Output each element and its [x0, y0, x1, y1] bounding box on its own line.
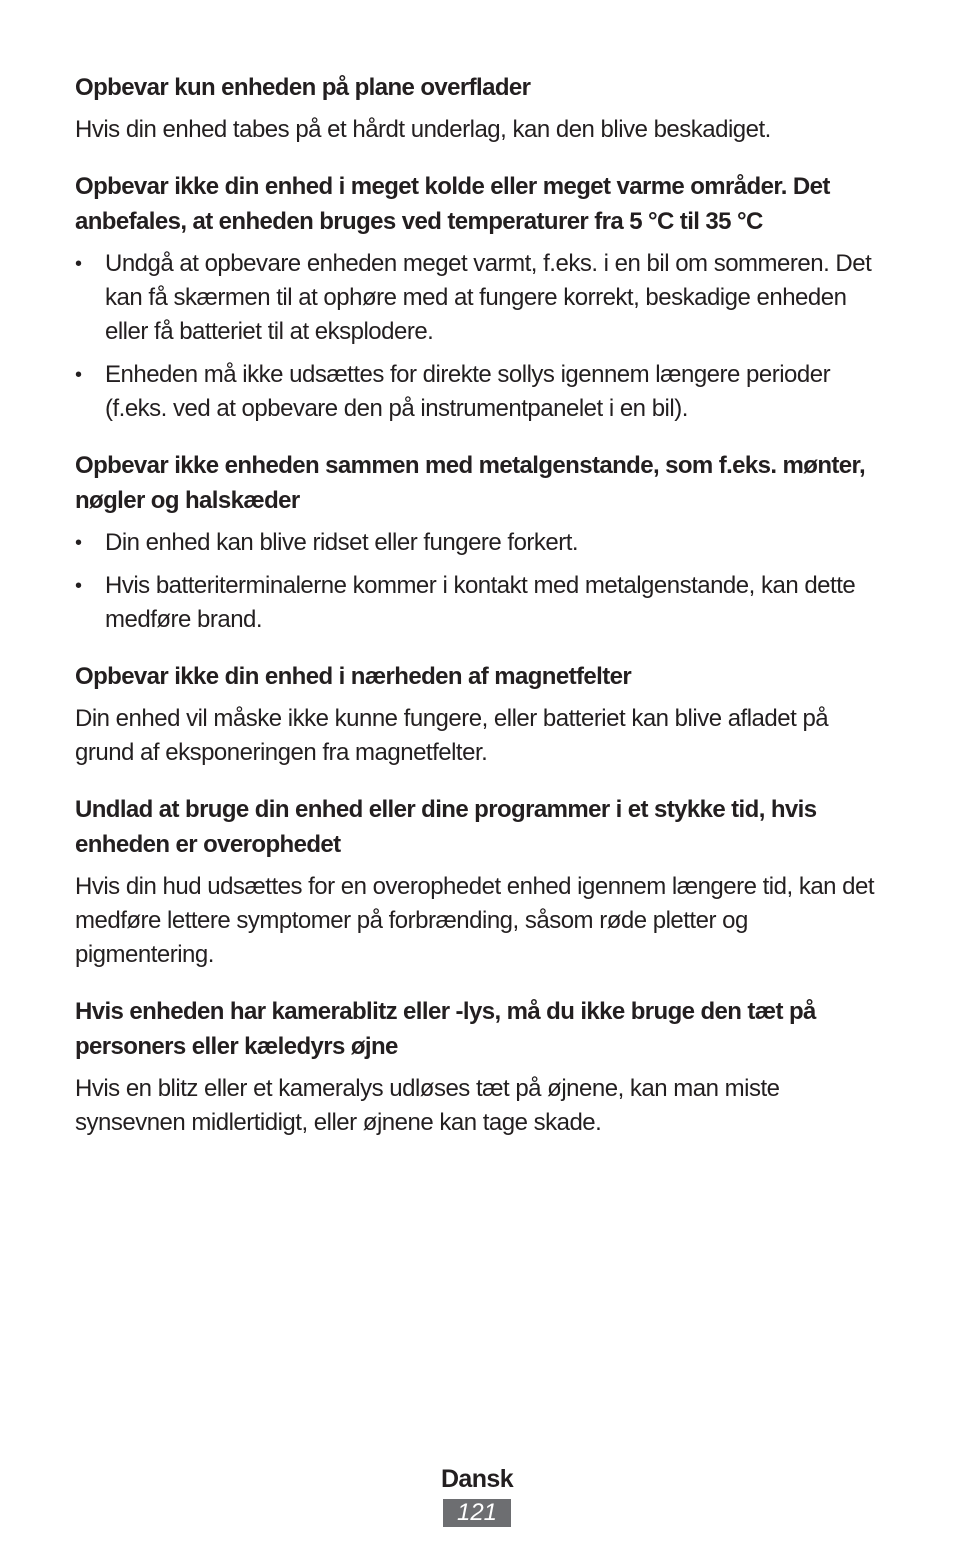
section-metal-objects [75, 448, 875, 637]
list-item-text: Enheden må ikke udsættes for direkte sollys igennem længere perioder (f.eks. ved at opbevare den på instrumentpanelet i en bil). [105, 361, 831, 422]
bullet-icon: • [75, 364, 82, 386]
list-item [75, 358, 875, 426]
bullet-icon: • [75, 575, 82, 597]
section-paragraph: Hvis din enhed tabes på et hårdt underlag, kan den blive beskadiget. [75, 116, 771, 143]
list-item-text: Din enhed kan blive ridset eller fungere forkert. [105, 529, 579, 556]
section-heading: Hvis enheden har kamerablitz eller -lys, må du ikke bruge den tæt på personers eller kæledyrs øjne [75, 998, 816, 1060]
section-flat-surfaces [75, 70, 875, 147]
section-camera-flash [75, 994, 875, 1140]
section-heading: Opbevar kun enheden på plane overflader [75, 74, 531, 101]
page-number-badge: 121 [443, 1499, 511, 1527]
section-heading: Opbevar ikke din enhed i nærheden af magnetfelter [75, 663, 632, 690]
section-overheating [75, 792, 875, 972]
section-paragraph: Din enhed vil måske ikke kunne fungere, eller batteriet kan blive afladet på grund af eksponeringen fra magnetfelter. [75, 705, 829, 766]
footer-language: Dansk [440, 1465, 514, 1493]
section-heading: Opbevar ikke din enhed i meget kolde eller meget varme områder. Det anbefales, at enheden bruges ved temperaturer fra 5 °C til 35 °C [75, 173, 830, 235]
bullet-icon: • [75, 253, 82, 275]
bullet-list [75, 247, 875, 426]
bullet-icon: • [75, 532, 82, 554]
section-paragraph: Hvis en blitz eller et kameralys udløses tæt på øjnene, kan man miste synsevnen midlertidigt, eller øjnene kan tage skade. [75, 1075, 780, 1136]
bullet-list [75, 526, 875, 637]
section-paragraph: Hvis din hud udsættes for en overophedet enhed igennem længere tid, kan det medføre lettere symptomer på forbrænding, såsom røde pletter og pigmentering. [75, 873, 875, 968]
list-item-text: Undgå at opbevare enheden meget varmt, f.eks. i en bil om sommeren. Det kan få skærmen til at ophøre med at fungere korrekt, beskadige enheden eller få batteriet til at eksplodere. [105, 250, 872, 345]
list-item-text: Hvis batteriterminalerne kommer i kontakt med metalgenstande, kan dette medføre brand. [105, 572, 856, 633]
list-item [75, 247, 875, 349]
section-heading: Undlad at bruge din enhed eller dine programmer i et stykke tid, hvis enheden er overophedet [75, 796, 817, 858]
page-footer [0, 1462, 954, 1527]
list-item [75, 569, 875, 637]
page-content [75, 70, 875, 1162]
list-item [75, 526, 875, 560]
section-magnetic-fields [75, 659, 875, 770]
section-temperature [75, 169, 875, 426]
section-heading: Opbevar ikke enheden sammen med metalgenstande, som f.eks. mønter, nøgler og halskæder [75, 452, 866, 514]
